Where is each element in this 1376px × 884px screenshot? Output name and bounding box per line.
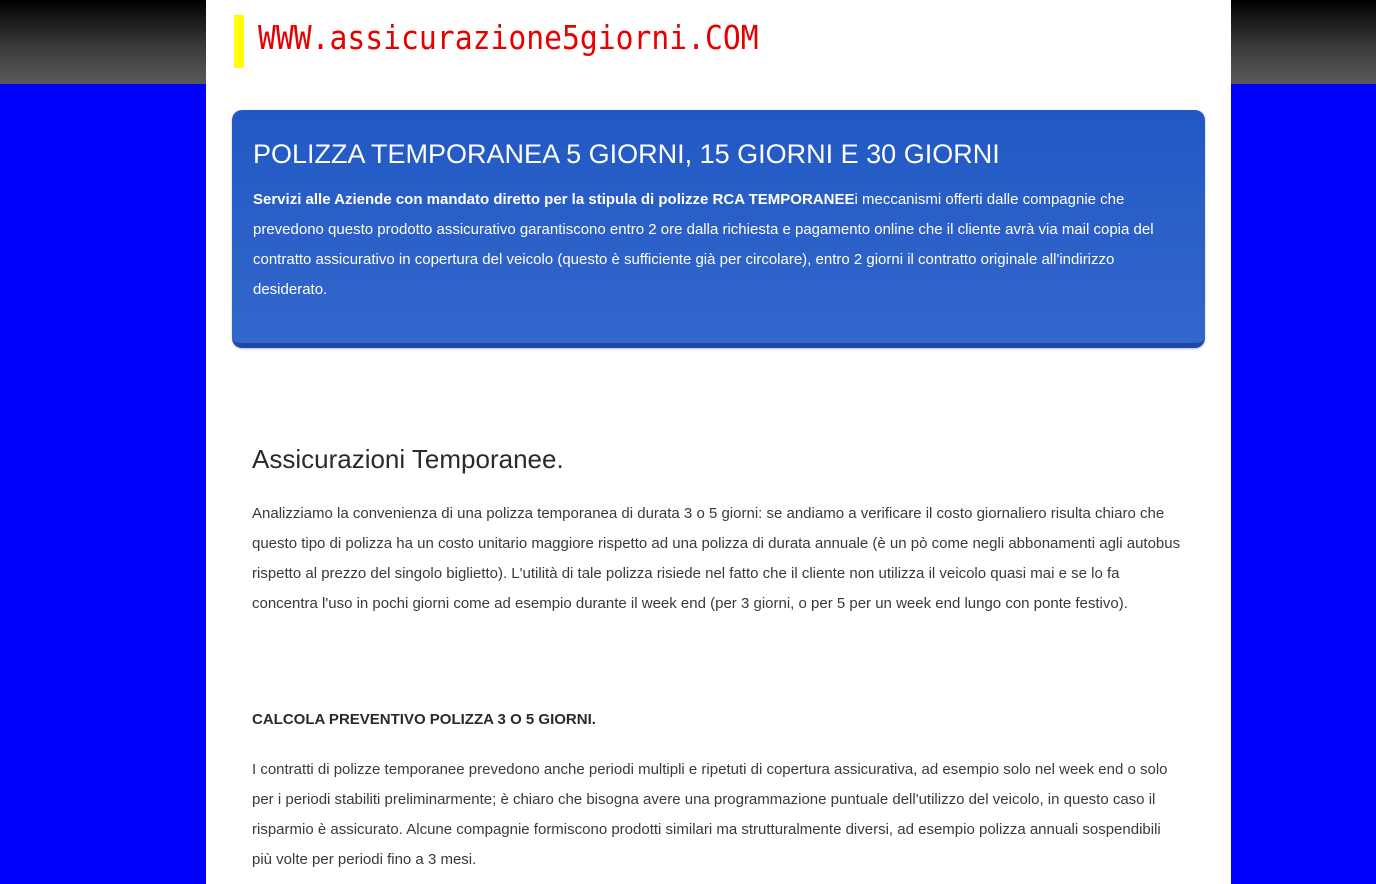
hero-lead-text: i meccanismi offerti dalle compagnie che prevedono questo prodotto assicurativo garantiscono entro 2 ore dalla richiesta e pagamento online che il cliente avrà via mail copia del contratto assicurativo in copertura del veicolo (questo è sufficiente già per circolare), entro 2 giorni il contratto originale all'indirizzo desiderato.: [253, 191, 1154, 298]
hero-title: POLIZZA TEMPORANEA 5 GIORNI, 15 GIORNI E 30 GIORNI: [253, 139, 1000, 169]
details-paragraph: I contratti di polizze temporanee prevedono anche periodi multipli e ripetuti di copertura assicurativa, ad esempio solo nel week end o solo per i periodi stabiliti preliminarmente; è chiaro che bisogna avere una programmazione puntuale dell'utilizzo del veicolo, in questo caso il risparmio è assicurato. Alcune compagnie formiscono prodotti similari ma strutturalmente diversi, ad esempio polizza annuali sospendibili più volte per periodi fino a 3 mesi.: [252, 761, 1168, 868]
hero-lead-bold: Servizi alle Aziende con mandato diretto per la stipula di polizze RCA TEMPORANEE: [253, 191, 855, 208]
hero-description: [253, 185, 1179, 305]
section-heading: Assicurazioni Temporanee.: [252, 444, 564, 474]
intro-paragraph: Analizziamo la convenienza di una polizza temporanea di durata 3 o 5 giorni: se andiamo a verificare il costo giornaliero risulta chiaro che questo tipo di polizza ha un costo unitario maggiore rispetto ad una polizza di durata annuale (è un pò come negli abbonamenti agli autobus rispetto al prezzo del singolo biglietto). L'utilità di tale polizza risiede nel fatto che il cliente non utilizza il veicolo quasi mai e se lo fa concentra l'uso in pochi giorni come ad esempio durante il week end (per 3 giorni, o per 5 per un week end lungo con ponte festivo).: [252, 505, 1181, 612]
site-title-link[interactable]: WWW.assicurazione5giorni.COM: [258, 18, 759, 57]
quote-subheading: CALCOLA PREVENTIVO POLIZZA 3 O 5 GIORNI.: [252, 711, 596, 728]
hero-banner: [232, 110, 1205, 348]
page-container: [206, 0, 1231, 884]
site-header: [234, 15, 814, 68]
main-content: [252, 438, 1182, 875]
